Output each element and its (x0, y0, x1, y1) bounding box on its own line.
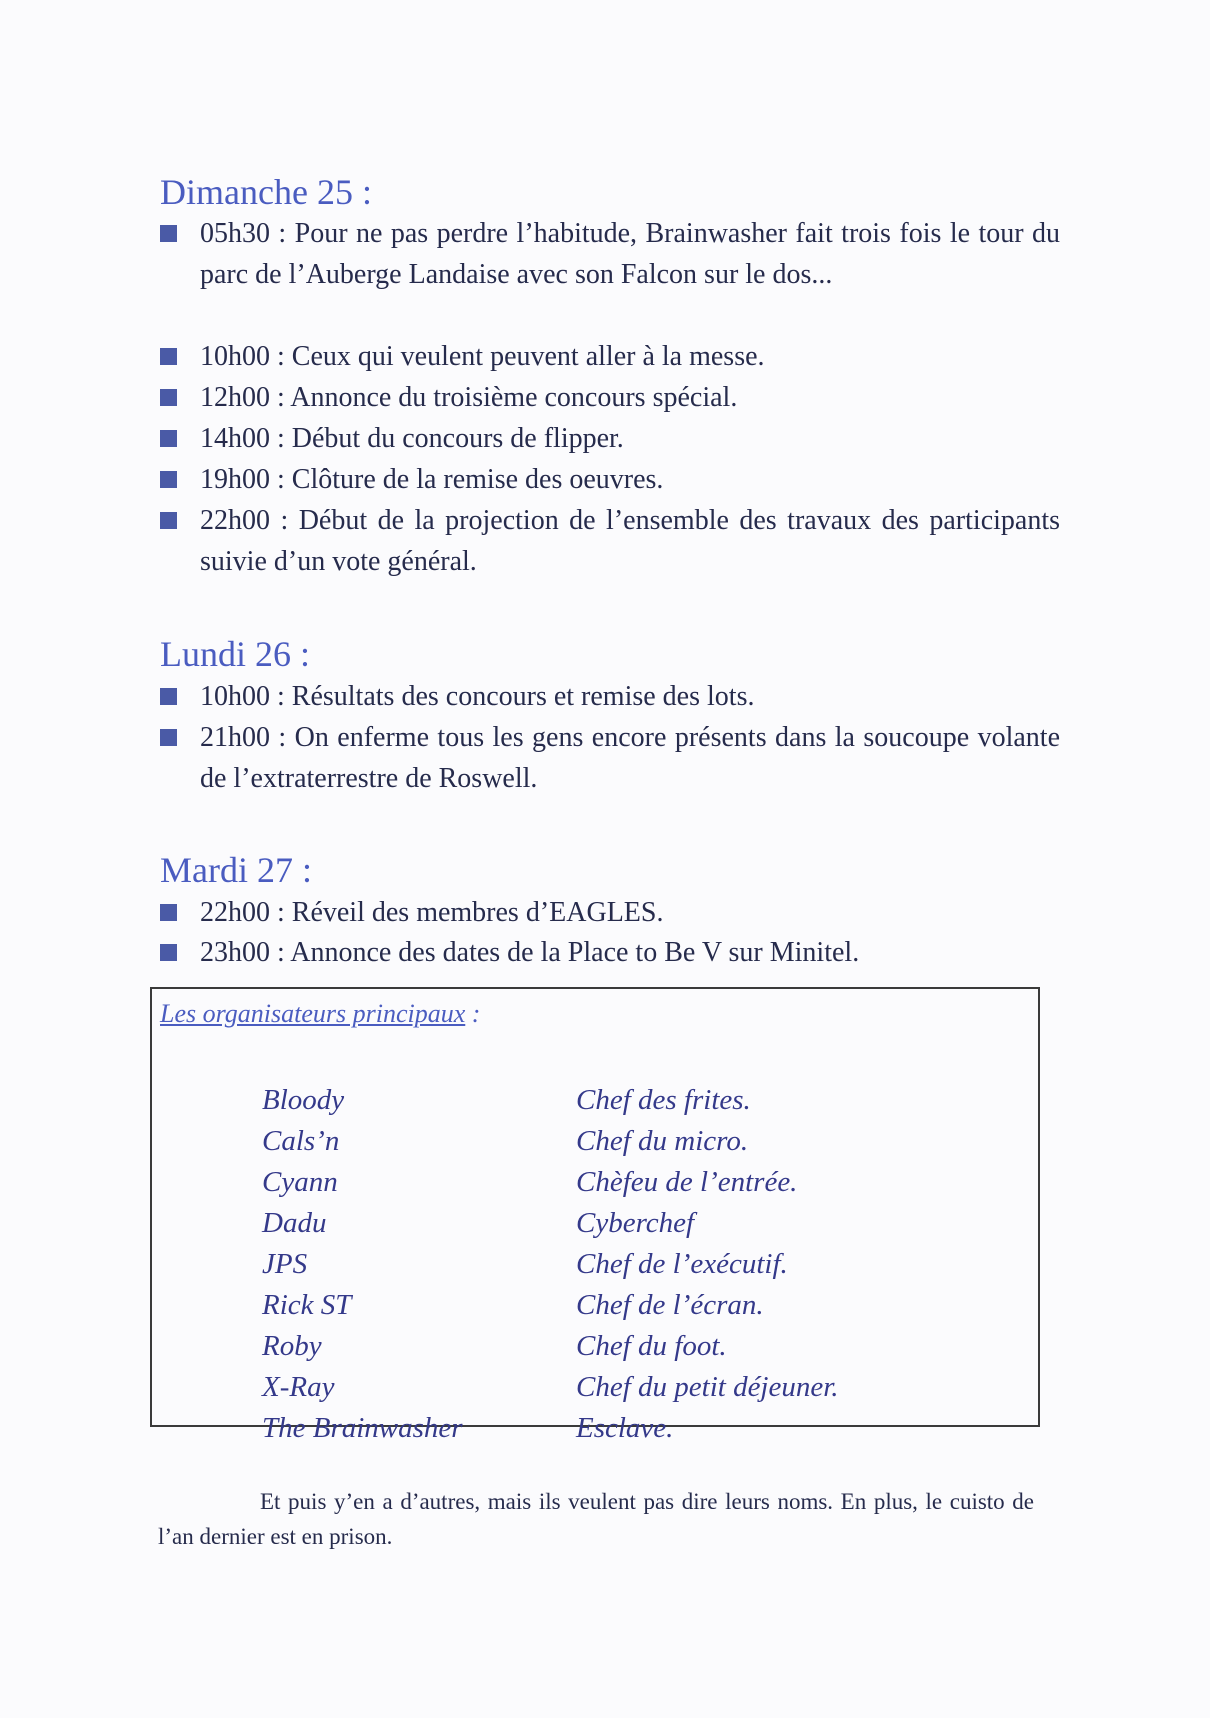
day-heading-mardi: Mardi 27 : (160, 850, 312, 890)
organizer-name: JPS (262, 1248, 308, 1280)
entry-text: 10h00 : Ceux qui veulent peuvent aller à la messe. (200, 341, 765, 372)
organizer-name: Cals’n (262, 1125, 340, 1157)
organizer-role: Chef du micro. (576, 1125, 749, 1157)
organizer-name: Roby (262, 1330, 322, 1362)
organizer-name: Cyann (262, 1166, 338, 1198)
schedule-entry (160, 377, 1060, 418)
organizer-role: Esclave. (576, 1412, 674, 1444)
organizer-role: Chef de l’exécutif. (576, 1248, 788, 1280)
organizer-role: Cyberchef (576, 1207, 695, 1239)
bullet-square-icon (160, 389, 177, 406)
entry-text: 12h00 : Annonce du troisième concours spécial. (200, 382, 738, 413)
organizer-role: Chef du petit déjeuner. (576, 1371, 839, 1403)
bullet-square-icon (160, 904, 177, 921)
schedule-entry (160, 717, 1060, 799)
organizers-box (150, 987, 1040, 1444)
entry-text: 22h00 : Réveil des membres d’EAGLES. (200, 897, 664, 928)
organizer-name: Bloody (262, 1084, 345, 1116)
schedule-entry (160, 336, 1060, 377)
entry-text: 22h00 : Début de la projection de l’ensemble des travaux des participants suivie d’un vote général. (200, 505, 1060, 577)
organizers-note: Et puis y’en a d’autres, mais ils veulent pas dire leurs noms. En plus, le cuisto de l’an dernier est en prison. (158, 1489, 1034, 1549)
schedule-entry (160, 676, 1060, 717)
bullet-square-icon (160, 512, 177, 529)
organizer-name: Dadu (262, 1207, 327, 1239)
day-heading-dimanche: Dimanche 25 : (160, 172, 372, 212)
organizers-title: Les organisateurs principaux : (160, 999, 481, 1028)
entry-text: 05h30 : Pour ne pas perdre l’habitude, Brainwasher fait trois fois le tour du parc de l’Auberge Landaise avec son Falcon sur le dos... (200, 218, 1060, 290)
schedule-entry (160, 459, 1060, 500)
entry-text: 19h00 : Clôture de la remise des oeuvres. (200, 464, 664, 495)
schedule-entry (160, 213, 1060, 295)
entry-text: 10h00 : Résultats des concours et remise des lots. (200, 681, 755, 712)
entry-text: 23h00 : Annonce des dates de la Place to Be V sur Minitel. (200, 937, 860, 968)
organizer-name: Rick ST (262, 1289, 352, 1321)
organizer-role: Chef des frites. (576, 1084, 751, 1116)
schedule-entry (160, 500, 1060, 582)
bullet-square-icon (160, 430, 177, 447)
bullet-square-icon (160, 225, 177, 242)
bullet-square-icon (160, 944, 177, 961)
entry-text: 21h00 : On enferme tous les gens encore présents dans la soucoupe volante de l’extraterrestre de Roswell. (200, 722, 1060, 794)
entry-text: 14h00 : Début du concours de flipper. (200, 423, 624, 454)
schedule-entry (160, 892, 1060, 933)
organizer-role: Chef du foot. (576, 1330, 727, 1362)
schedule-entry (160, 418, 1060, 459)
organizer-role: Chef de l’écran. (576, 1289, 764, 1321)
day-heading-lundi: Lundi 26 : (160, 634, 310, 674)
organizer-role: Chèfeu de l’entrée. (576, 1166, 798, 1198)
bullet-square-icon (160, 471, 177, 488)
bullet-square-icon (160, 348, 177, 365)
bullet-square-icon (160, 688, 177, 705)
organizer-name: X-Ray (262, 1371, 335, 1403)
bullet-square-icon (160, 729, 177, 746)
organizer-name: The Brainwasher (262, 1412, 463, 1444)
schedule-entry (160, 932, 1060, 973)
